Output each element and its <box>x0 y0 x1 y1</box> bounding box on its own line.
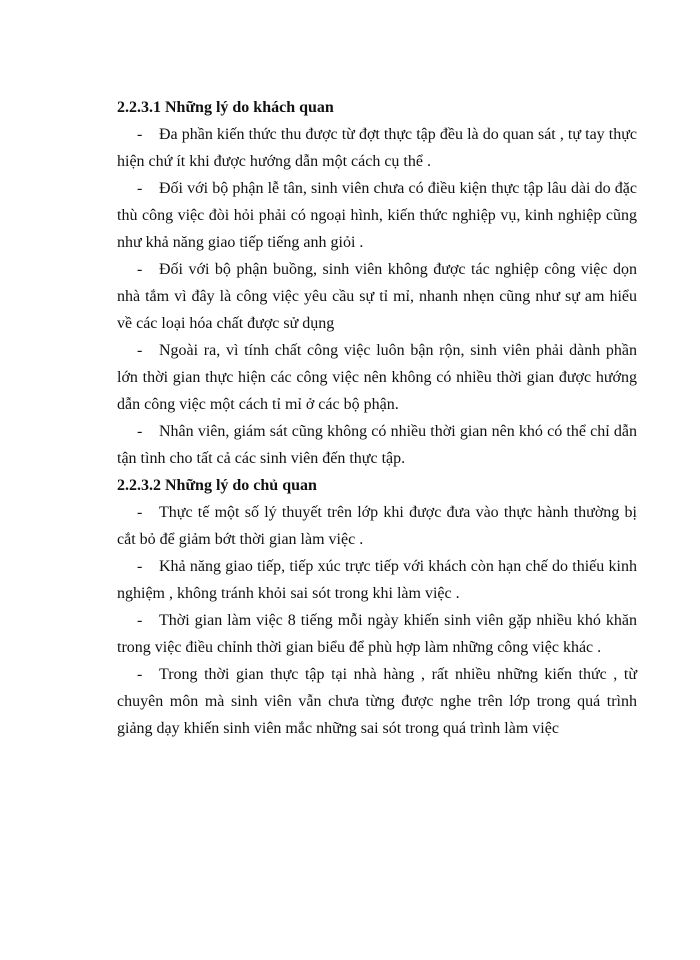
bullet-dash: - <box>137 504 143 521</box>
list-item <box>117 418 637 472</box>
list-item <box>117 175 637 256</box>
list-item <box>117 337 637 418</box>
bullet-dash: - <box>137 558 143 575</box>
list-item-text: Khả năng giao tiếp, tiếp xúc trực tiếp với khách còn hạn chế do thiếu kinh nghiệm , không tránh khỏi sai sót trong khi làm việc . <box>117 558 637 602</box>
list-item <box>117 607 637 661</box>
list-item-text: Đối với bộ phận lễ tân, sinh viên chưa có điều kiện thực tập lâu dài do đặc thù công việc đòi hỏi phải có ngoại hình, kiến thức nghiệp vụ, kinh nghiệp cũng như khả năng giao tiếp tiếng anh giỏi . <box>117 180 637 251</box>
list-item <box>117 499 637 553</box>
bullet-dash: - <box>137 126 143 143</box>
list-item-text: Thời gian làm việc 8 tiếng mỗi ngày khiến sinh viên gặp nhiều khó khăn trong việc điều chỉnh thời gian biểu để phù hợp làm những công việc khác . <box>117 612 637 656</box>
bullet-dash: - <box>137 180 143 197</box>
list-item <box>117 121 637 175</box>
list-item-text: Thực tế một số lý thuyết trên lớp khi được đưa vào thực hành thường bị cắt bỏ để giảm bớt thời gian làm việc . <box>117 504 637 548</box>
list-item <box>117 661 637 742</box>
list-item-text: Ngoài ra, vì tính chất công việc luôn bận rộn, sinh viên phải dành phần lớn thời gian thực hiện các công việc nên không có nhiều thời gian được hướng dẫn công việc một cách tỉ mỉ ở các bộ phận. <box>117 342 637 413</box>
bullet-dash: - <box>137 423 143 440</box>
list-item <box>117 553 637 607</box>
section-heading-objective: 2.2.3.1 Những lý do khách quan <box>117 99 334 116</box>
section-heading-subjective: 2.2.3.2 Những lý do chủ quan <box>117 477 317 494</box>
list-item-text: Đa phần kiến thức thu được từ đợt thực tập đều là do quan sát , tự tay thực hiện chứ ít khi được hướng dẫn một cách cụ thể . <box>117 126 637 170</box>
bullet-dash: - <box>137 612 143 629</box>
bullet-dash: - <box>137 666 143 683</box>
document-page <box>117 94 637 742</box>
bullet-dash: - <box>137 261 143 278</box>
list-item-text: Nhân viên, giám sát cũng không có nhiều thời gian nên khó có thể chỉ dẫn tận tình cho tất cả các sinh viên đến thực tập. <box>117 423 637 467</box>
bullet-dash: - <box>137 342 143 359</box>
list-item <box>117 256 637 337</box>
list-item-text: Đối với bộ phận buồng, sinh viên không được tác nghiệp công việc dọn nhà tắm vì đây là công việc yêu cầu sự tỉ mỉ, nhanh nhẹn cũng như sự am hiểu về các loại hóa chất được sử dụng <box>117 261 637 332</box>
list-item-text: Trong thời gian thực tập tại nhà hàng , rất nhiều những kiến thức , từ chuyên môn mà sinh viên vẫn chưa từng được nghe trên lớp trong quá trình giảng dạy khiến sinh viên mắc những sai sót trong quá trình làm việc <box>117 666 637 737</box>
